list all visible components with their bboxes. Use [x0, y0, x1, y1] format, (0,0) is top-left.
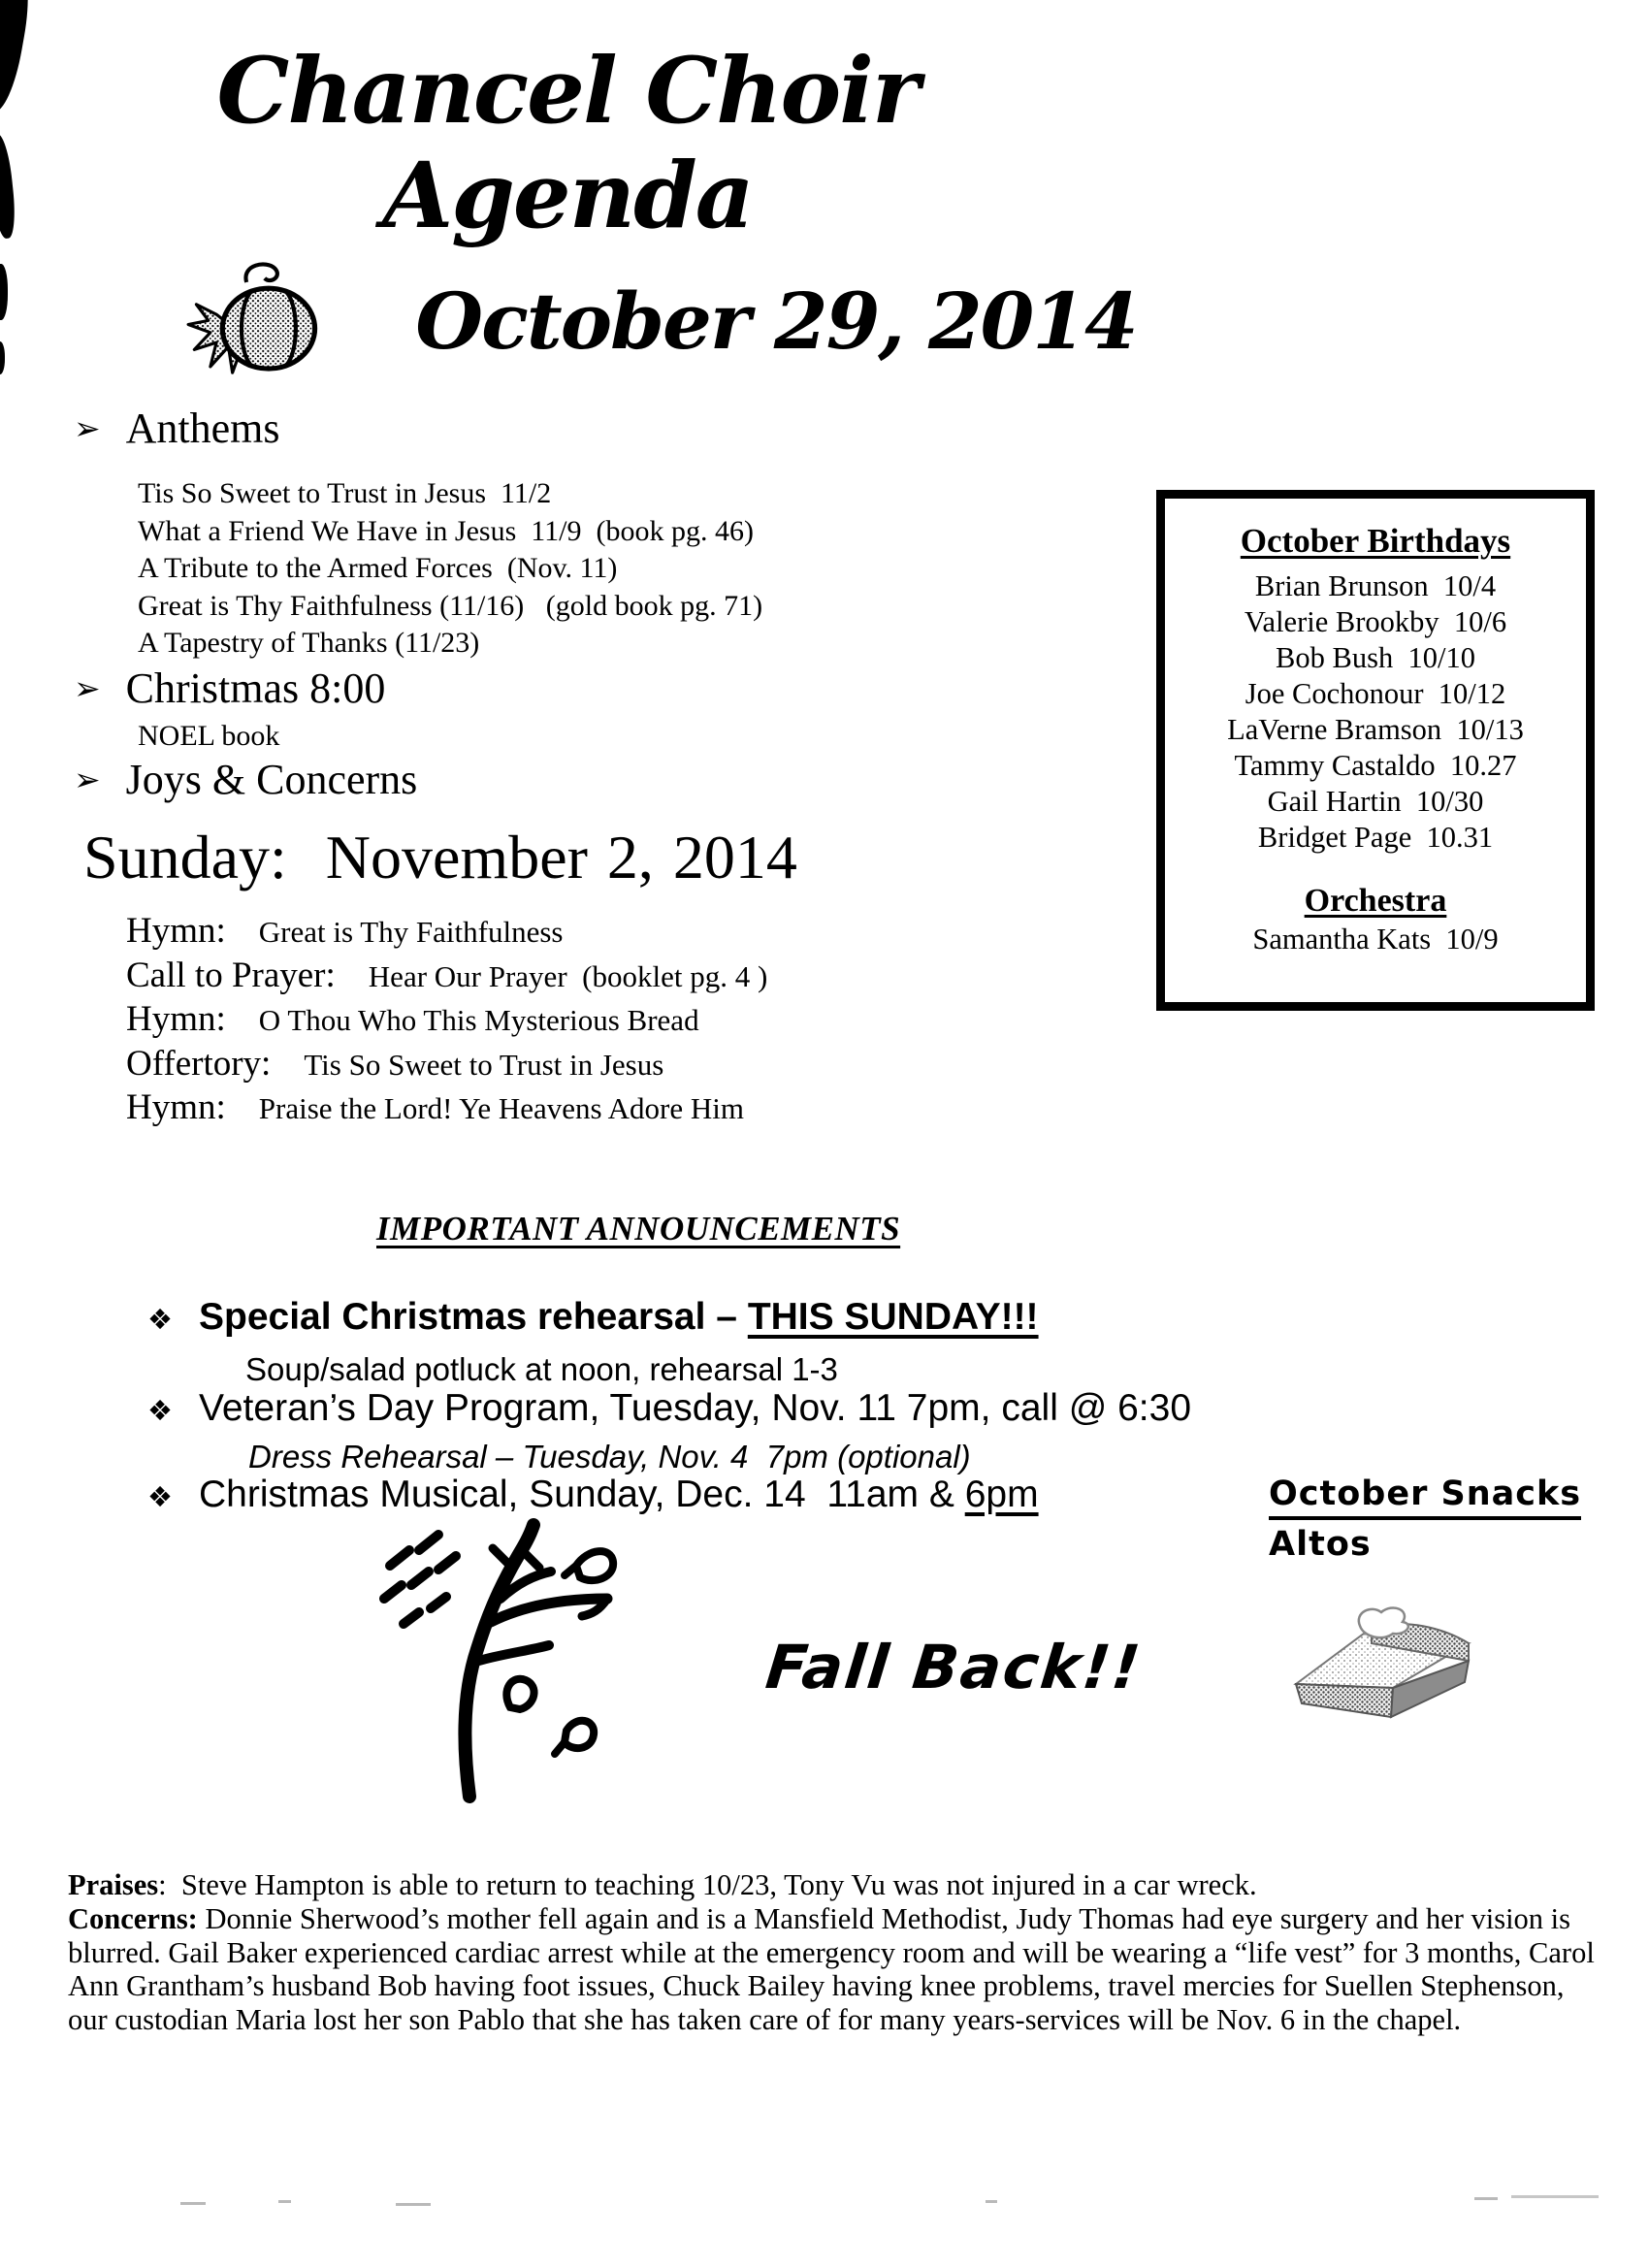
scan-artifact-bottom	[986, 2200, 997, 2203]
announcement-text-main: Special Christmas rehearsal –	[199, 1296, 748, 1338]
service-label: Hymn:	[126, 911, 226, 951]
orchestra-title: Orchestra	[1304, 883, 1447, 919]
service-row	[126, 955, 767, 999]
agenda-item-label: Anthems	[125, 405, 280, 452]
service-order-list	[126, 910, 767, 1131]
service-row	[126, 998, 767, 1043]
service-label: Offertory:	[126, 1043, 272, 1084]
pie-icon	[1278, 1589, 1482, 1739]
agenda-item-joys	[74, 756, 418, 803]
page-title: Chancel Choir Agenda	[216, 38, 919, 250]
announcement-text-underlined: 6pm	[964, 1474, 1039, 1515]
birthday-entry: Bridget Page 10.31	[1257, 821, 1494, 854]
concerns-text: Donnie Sherwood’s mother fell again and is a Mansfield Methodist, Judy Thomas had eye surgery and her vision is blurred. Gail Baker experienced cardiac arrest while at the emergency room and will be wearing a “life vest” for 3 months, Carol Ann Grantham’s husband Bob having foot issues, Chuck Bailey having knee problems, travel mercies for Suellen Stephenson, our custodian Maria lost her son Pablo that she has taken care of for many years-services will be Nov. 6 in the chapel.	[68, 1901, 1600, 2037]
birthday-entry: LaVerne Bramson 10/13	[1227, 713, 1524, 746]
announcement-text-underlined: THIS SUNDAY!!!	[747, 1296, 1039, 1338]
scan-artifact-bottom	[278, 2200, 291, 2203]
scan-artifact-bottom	[1474, 2197, 1498, 2200]
service-value: Tis So Sweet to Trust in Jesus	[304, 1047, 664, 1082]
announcement-item	[147, 1387, 1191, 1430]
announcement-text: Veteran’s Day Program, Tuesday, Nov. 11 7pm, call @ 6:30	[199, 1387, 1192, 1429]
scan-artifact-bottom	[1511, 2195, 1599, 2198]
wind-dashes-icon	[384, 1535, 456, 1624]
announcement-text	[199, 1296, 1039, 1339]
orchestra-entry: Samantha Kats 10/9	[1252, 923, 1499, 956]
praises-text: : Steve Hampton is able to return to teaching 10/23, Tony Vu was not injured in a car wreck.	[158, 1868, 1257, 1901]
arrow-bullet-icon: ➢	[74, 668, 101, 707]
birthday-entry: Tammy Castaldo 10.27	[1234, 749, 1517, 782]
announcement-text-main: Christmas Musical, Sunday, Dec. 14 11am &	[199, 1474, 965, 1515]
announcement-subnote: Dress Rehearsal – Tuesday, Nov. 4 7pm (optional)	[248, 1439, 971, 1474]
scan-artifact-left-2	[0, 133, 18, 240]
service-value: Hear Our Prayer (booklet pg. 4 )	[368, 958, 768, 993]
birthday-entry: Gail Hartin 10/30	[1267, 785, 1484, 818]
anthem-item: Tis So Sweet to Trust in Jesus 11/2	[138, 477, 552, 509]
pumpkin-icon	[186, 254, 327, 395]
birthday-entry: Bob Bush 10/10	[1276, 641, 1475, 674]
diamond-bullet-icon: ❖	[147, 1394, 173, 1427]
anthem-item: Great is Thy Faithfulness (11/16) (gold book pg. 71)	[138, 589, 763, 622]
service-label: Hymn:	[126, 1087, 226, 1127]
service-row	[126, 1086, 767, 1131]
anthem-list	[138, 475, 762, 663]
concerns-label: Concerns:	[68, 1901, 198, 1935]
fall-back-caption: Fall Back!!	[762, 1632, 1146, 1702]
anthem-item: A Tapestry of Thanks (11/23)	[138, 627, 480, 659]
arrow-bullet-icon: ➢	[74, 760, 101, 798]
agenda-item-label: Joys & Concerns	[125, 756, 418, 803]
service-value: O Thou Who This Mysterious Bread	[258, 1003, 699, 1037]
arrow-bullet-icon: ➢	[74, 408, 101, 447]
service-label: Hymn:	[126, 999, 226, 1039]
tree-icon	[376, 1506, 667, 1806]
christmas-sub-note: NOEL book	[138, 720, 280, 752]
snacks-title: October Snacks	[1269, 1474, 1581, 1520]
snacks-group: Altos	[1269, 1525, 1372, 1564]
birthdays-title: October Birthdays	[1240, 522, 1511, 560]
diamond-bullet-icon: ❖	[147, 1480, 173, 1513]
agenda-item-christmas	[74, 664, 386, 712]
anthem-item: A Tribute to the Armed Forces (Nov. 11)	[138, 552, 618, 584]
footer-paragraph	[68, 1868, 1599, 2037]
sunday-heading: Sunday: November 2, 2014	[83, 823, 797, 891]
praises-label: Praises	[68, 1868, 159, 1901]
agenda-item-label: Christmas 8:00	[125, 664, 386, 712]
birthday-entry: Brian Brunson 10/4	[1254, 569, 1497, 602]
service-value: Great is Thy Faithfulness	[258, 915, 564, 949]
announcement-subnote: Soup/salad potluck at noon, rehearsal 1-3	[245, 1351, 838, 1387]
birthday-entry: Joe Cochonour 10/12	[1245, 677, 1506, 710]
service-row	[126, 910, 767, 955]
birthday-entry: Valerie Brookby 10/6	[1244, 605, 1507, 638]
scan-artifact-left-4	[0, 341, 5, 374]
scan-artifact-bottom	[396, 2203, 431, 2206]
agenda-item-anthems	[74, 407, 280, 450]
birthdays-box	[1156, 490, 1595, 1011]
announcement-item	[147, 1296, 1039, 1339]
service-label: Call to Prayer:	[126, 955, 336, 995]
announcements-heading: IMPORTANT ANNOUNCEMENTS	[376, 1210, 901, 1247]
anthem-item: What a Friend We Have in Jesus 11/9 (book pg. 46)	[138, 514, 754, 547]
scan-artifact-top-left	[0, 0, 36, 114]
scan-artifact-bottom	[180, 2202, 206, 2205]
service-row	[126, 1043, 767, 1087]
diamond-bullet-icon: ❖	[147, 1303, 173, 1336]
scan-artifact-left-3	[0, 264, 8, 320]
service-value: Praise the Lord! Ye Heavens Adore Him	[258, 1091, 744, 1125]
page-date: October 29, 2014	[415, 275, 1137, 367]
